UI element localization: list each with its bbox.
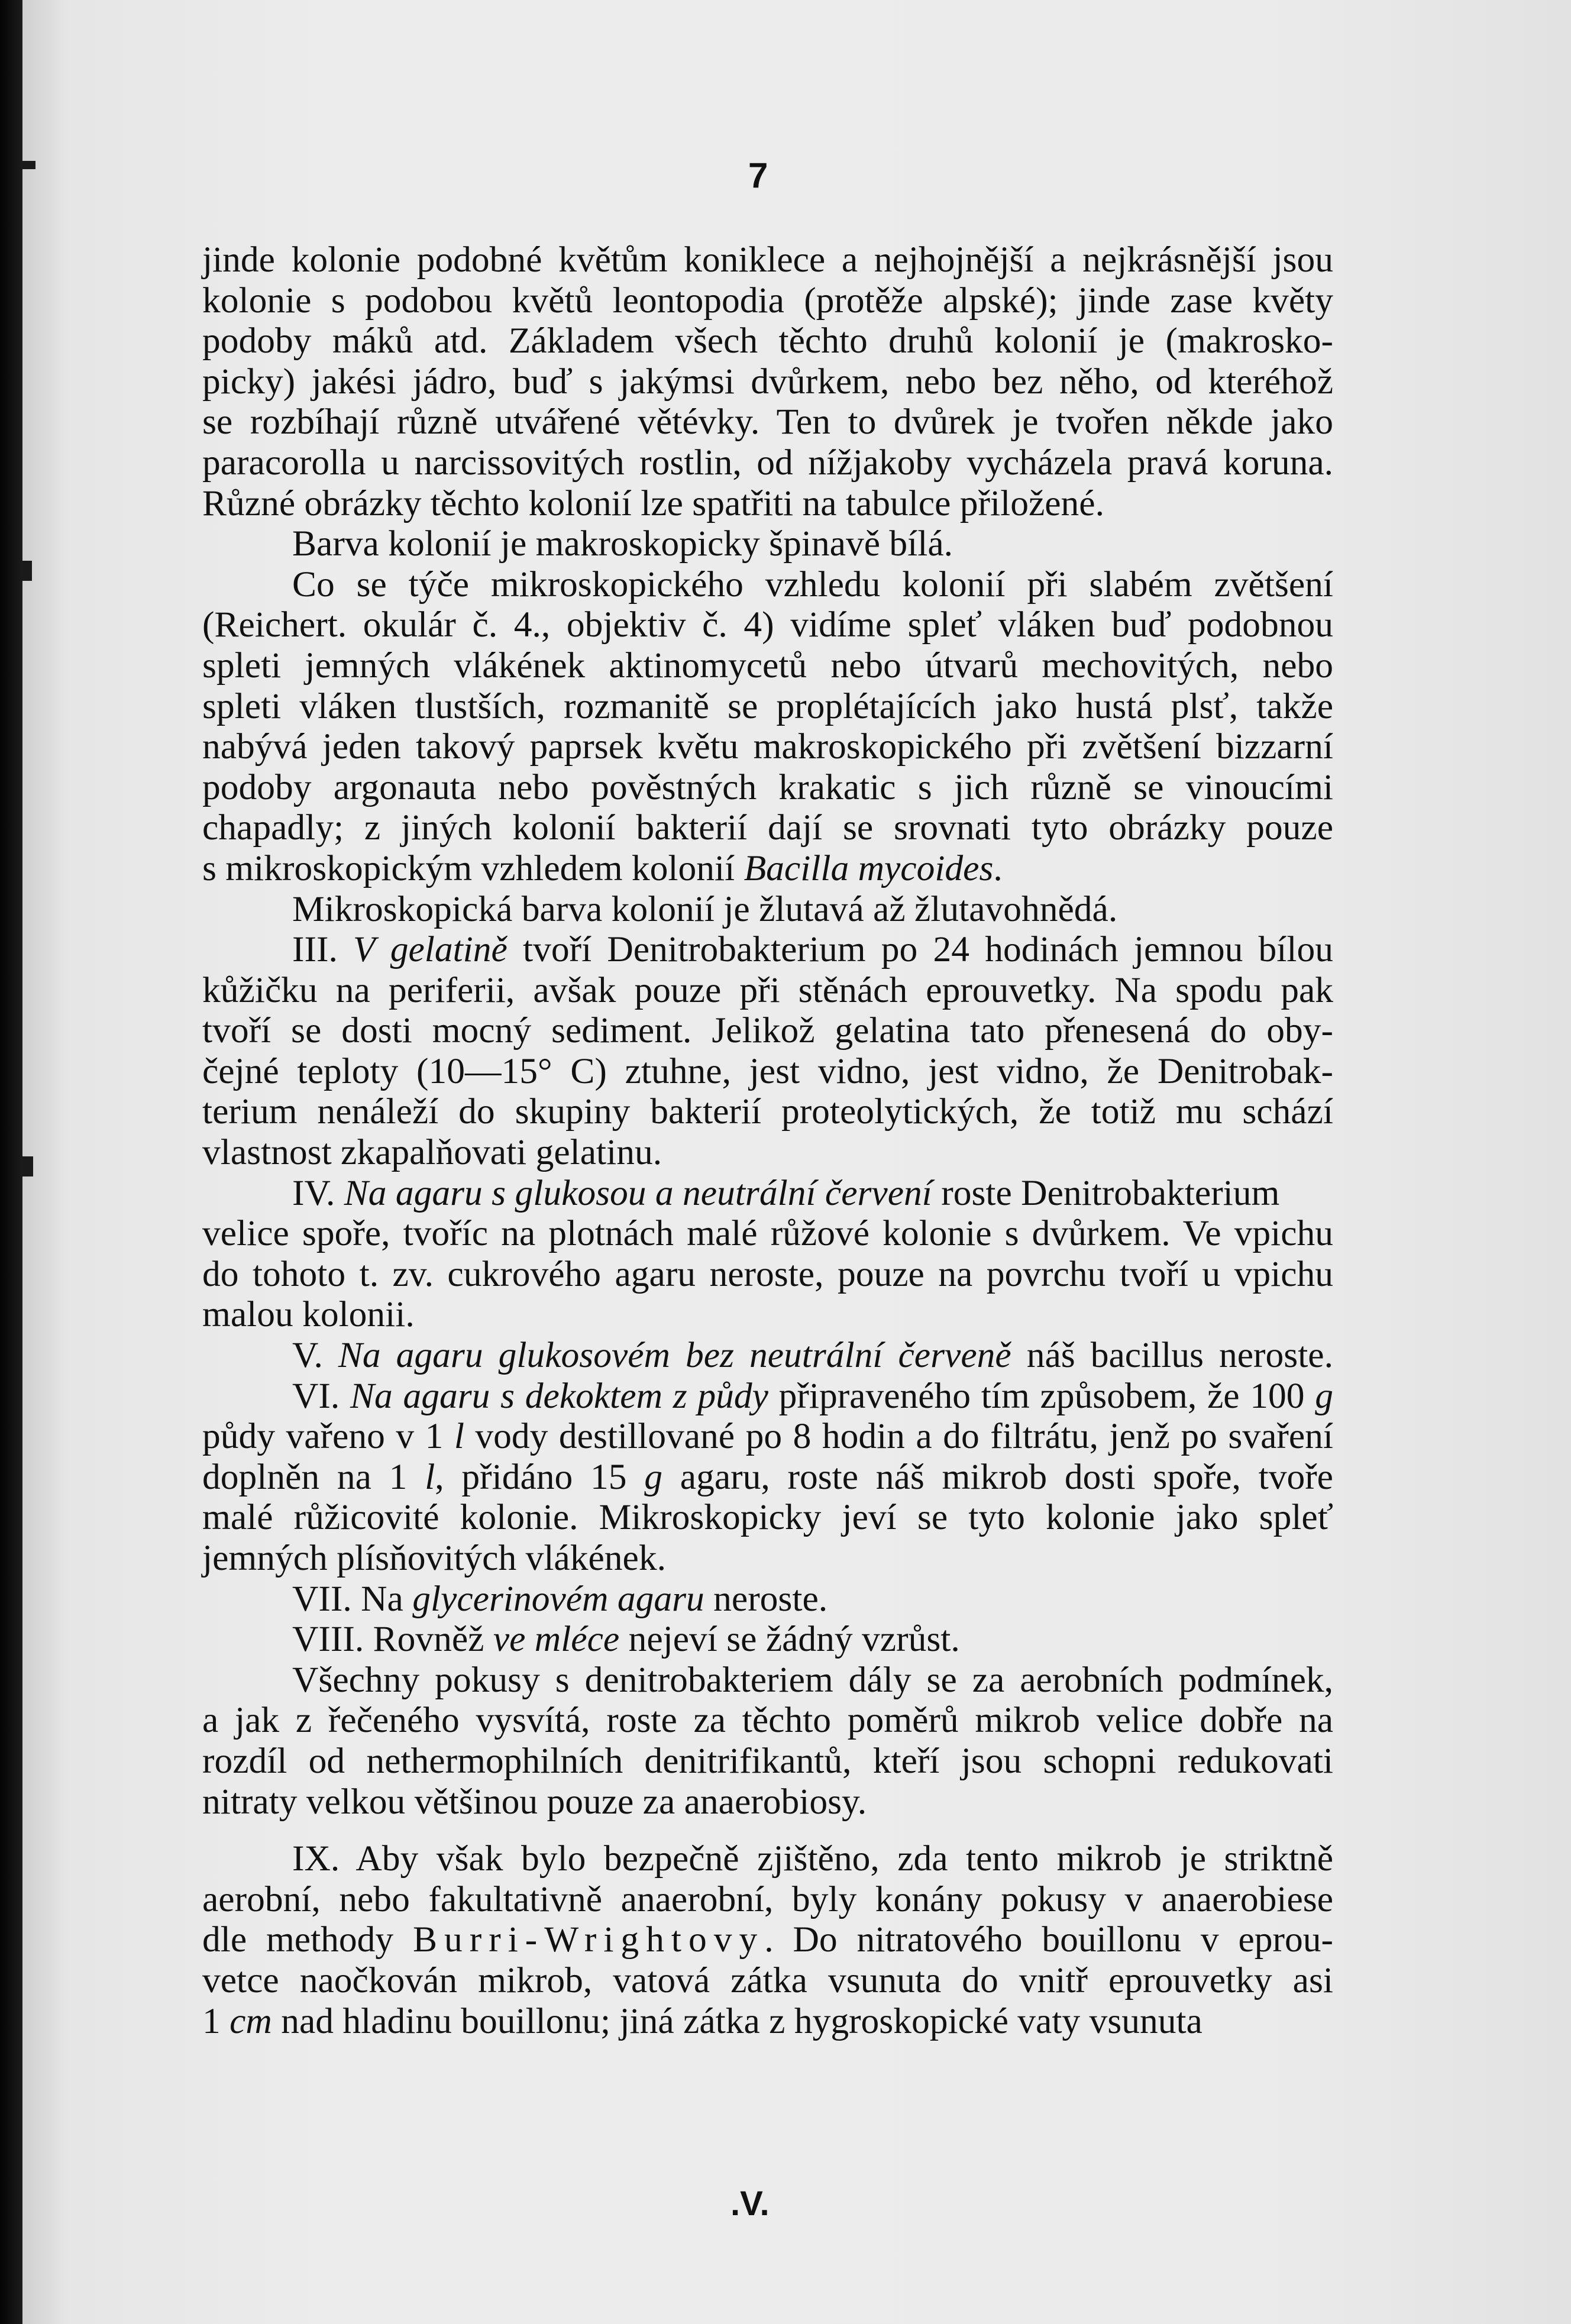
text-line: tvoří se dosti mocný sediment. Jelikož gelatina tato přenesená do oby- <box>202 1010 1333 1051</box>
text-line: dle methody Burri-Wrightovy. Do nitratového bouillonu v eprou- <box>202 1919 1333 1960</box>
text-line: jinde kolonie podobné květům koniklece a nejhojnější a nejkrásnější jsou <box>202 240 1333 280</box>
document-page <box>22 0 1571 2324</box>
text-line: do tohoto t. zv. cukrového agaru neroste, pouze na povrchu tvoří u vpichu <box>202 1253 1333 1294</box>
text-line: vlastnost zkapalňovati gelatinu. <box>202 1132 662 1173</box>
text-line: (Reichert. okulár č. 4., objektiv č. 4) vidíme spleť vláken buď podobnou <box>202 605 1333 645</box>
text-line: kolonie s podobou květů leontopodia (protěže alpské); jinde zase květy <box>202 280 1333 321</box>
body-text <box>202 240 1333 2041</box>
text-line: se rozbíhají různě utvářené větévky. Ten to dvůrek je tvořen někde jako <box>202 402 1333 442</box>
text-line: s mikroskopickým vzhledem kolonií Bacilla mycoides. <box>202 848 1003 888</box>
edge-mark <box>22 161 35 169</box>
text-line: terium nenáleží do skupiny bakterií proteolytických, že totiž mu schází <box>202 1091 1333 1132</box>
text-line: Co se týče mikroskopického vzhledu kolonií při slabém zvětšení <box>292 564 1333 605</box>
text-line: nitraty velkou většinou pouze za anaerobiosy. <box>202 1781 867 1822</box>
text-line: kůžičku na periferii, avšak pouze při stěnách eprouvetky. Na spodu pak <box>202 969 1333 1010</box>
text-line: aerobní, nebo fakultativně anaerobní, byly konány pokusy v anaerobiese <box>202 1879 1333 1919</box>
text-line: Různé obrázky těchto kolonií lze spatřiti na tabulce přiložené. <box>202 483 1104 523</box>
text-line: chapadly; z jiných kolonií bakterií dají se srovnati tyto obrázky pouze <box>202 807 1333 848</box>
text-line: 1 cm nad hladinu bouillonu; jiná zátka z hygroskopické vaty vsunuta <box>202 2000 1203 2041</box>
text-line: podoby máků atd. Základem všech těchto druhů kolonií je (makrosko- <box>202 321 1333 361</box>
text-line: V. Na agaru glukosovém bez neutrální červeně náš bacillus neroste. <box>292 1335 1333 1376</box>
text-line: rozdíl od nethermophilních denitrifikantů, kteří jsou schopni redukovati <box>202 1740 1333 1781</box>
text-line: vetce naočkován mikrob, vatová zátka vsunuta do vnitř eprouvetky asi <box>202 1960 1333 2000</box>
page-number: 7 <box>748 156 768 195</box>
text-line: Mikroskopická barva kolonií je žlutavá až žlutavohnědá. <box>292 888 1118 929</box>
edge-mark <box>22 561 32 581</box>
text-line: a jak z řečeného vysvítá, roste za těchto poměrů mikrob velice dobře na <box>202 1700 1333 1741</box>
text-line: IV. Na agaru s glukosou a neutrální červení roste Denitrobakterium <box>292 1172 1280 1213</box>
text-line: III. V gelatině tvoří Denitrobakterium po 24 hodinách jemnou bílou <box>292 929 1333 970</box>
text-line: VII. Na glycerinovém agaru neroste. <box>292 1578 828 1619</box>
signature-mark: .V. <box>730 2184 770 2223</box>
edge-mark <box>22 1156 33 1176</box>
text-line: spleti jemných vlákének aktinomycetů nebo útvarů mechovitých, nebo <box>202 645 1333 686</box>
text-line: podoby argonauta nebo pověstných krakatic s jich různě se vinoucími <box>202 767 1333 807</box>
text-line: čejné teploty (10—15° C) ztuhne, jest vidno, jest vidno, že Denitrobak- <box>202 1051 1333 1091</box>
text-line: nabývá jeden takový paprsek květu makroskopického při zvětšení bizzarní <box>202 726 1333 767</box>
text-line: VIII. Rovněž ve mléce nejeví se žádný vzrůst. <box>292 1619 960 1660</box>
text-line: půdy vařeno v 1 l vody destillované po 8 hodin a do filtrátu, jenž po svaření <box>202 1416 1333 1457</box>
text-line: Všechny pokusy s denitrobakteriem dály se za aerobních podmínek, <box>292 1659 1333 1700</box>
text-line: paracorolla u narcissovitých rostlin, od nížjakoby vycházela pravá koruna. <box>202 442 1333 483</box>
book-binding-edge <box>0 0 22 2324</box>
text-line: malou kolonii. <box>202 1294 415 1335</box>
text-line: picky) jakési jádro, buď s jakýmsi dvůrkem, nebo bez něho, od kteréhož <box>202 361 1333 402</box>
text-line: VI. Na agaru s dekoktem z půdy připraveného tím způsobem, že 100 g <box>292 1375 1333 1416</box>
text-line: Barva kolonií je makroskopicky špinavě bílá. <box>292 523 953 564</box>
text-line: velice spoře, tvoříc na plotnách malé růžové kolonie s dvůrkem. Ve vpichu <box>202 1213 1333 1254</box>
text-line: IX. Aby však bylo bezpečně zjištěno, zda tento mikrob je striktně <box>292 1838 1333 1879</box>
text-line: malé růžicovité kolonie. Mikroskopicky jeví se tyto kolonie jako spleť <box>202 1497 1333 1538</box>
text-line: spleti vláken tlustších, rozmanitě se proplétajících jako hustá plsť, takže <box>202 686 1333 726</box>
text-line: doplněn na 1 l, přidáno 15 g agaru, roste náš mikrob dosti spoře, tvoře <box>202 1456 1333 1497</box>
text-line: jemných plísňovitých vlákének. <box>202 1538 666 1578</box>
